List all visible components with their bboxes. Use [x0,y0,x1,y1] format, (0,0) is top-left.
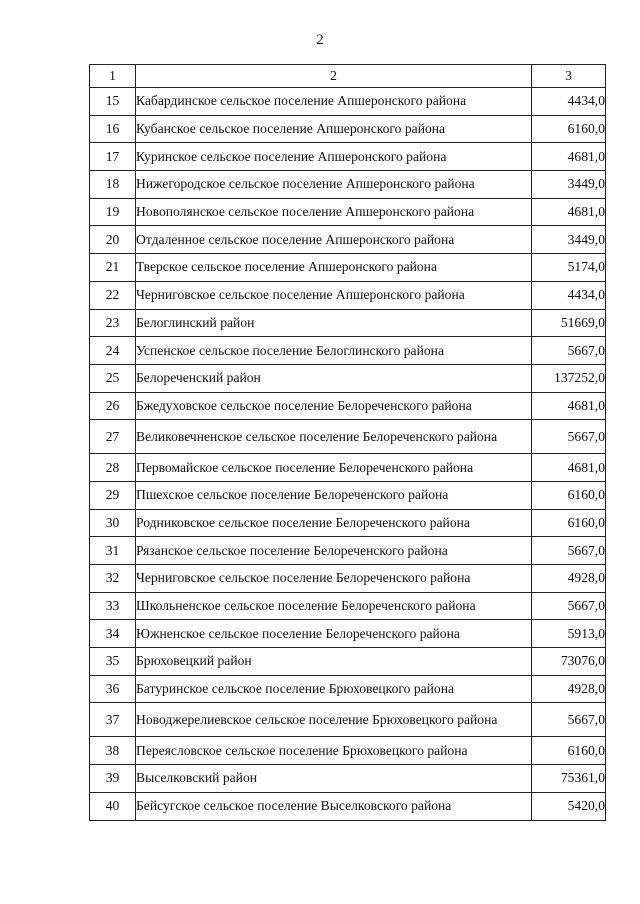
row-name: Отдаленное сельское поселение Апшеронского района [136,226,532,254]
table-row [90,509,606,537]
table-row [90,765,606,793]
page-number: 2 [316,32,324,48]
row-value: 4681,0 [532,143,606,171]
row-value: 4681,0 [532,198,606,226]
table-header-row [90,65,606,88]
row-value: 73076,0 [532,648,606,676]
row-number: 35 [90,648,136,676]
table-row [90,454,606,482]
row-value: 137252,0 [532,364,606,392]
row-name: Южненское сельское поселение Белореченского района [136,620,532,648]
row-number: 22 [90,281,136,309]
row-number: 40 [90,792,136,820]
row-value: 5667,0 [532,537,606,565]
row-name: Черниговское сельское поселение Белореченского района [136,565,532,593]
row-number: 20 [90,226,136,254]
table-row [90,254,606,282]
row-name: Пшехское сельское поселение Белореченского района [136,481,532,509]
table-row [90,115,606,143]
row-value: 4434,0 [532,281,606,309]
row-number: 30 [90,509,136,537]
row-number: 21 [90,254,136,282]
row-value: 4434,0 [532,88,606,116]
column-header-name: 2 [136,65,532,88]
row-name: Белореченский район [136,364,532,392]
table-row [90,281,606,309]
table-row [90,143,606,171]
row-number: 27 [90,420,136,454]
row-number: 17 [90,143,136,171]
row-name: Новополянское сельское поселение Апшеронского района [136,198,532,226]
row-name: Белоглинский район [136,309,532,337]
table-row [90,565,606,593]
table-row [90,620,606,648]
row-number: 34 [90,620,136,648]
table-row [90,792,606,820]
table-row [90,592,606,620]
row-name: Выселковский район [136,765,532,793]
column-header-value: 3 [532,65,606,88]
row-value: 5667,0 [532,592,606,620]
row-value: 5667,0 [532,337,606,365]
row-value: 6160,0 [532,481,606,509]
row-value: 5420,0 [532,792,606,820]
row-number: 15 [90,88,136,116]
row-value: 4928,0 [532,675,606,703]
row-name: Родниковское сельское поселение Белореченского района [136,509,532,537]
row-number: 37 [90,703,136,737]
table-row [90,364,606,392]
table-row [90,481,606,509]
row-name: Черниговское сельское поселение Апшеронского района [136,281,532,309]
row-value: 4681,0 [532,454,606,482]
row-value: 4928,0 [532,565,606,593]
table-row [90,88,606,116]
row-name: Кубанское сельское поселение Апшеронского района [136,115,532,143]
row-number: 24 [90,337,136,365]
row-name: Первомайское сельское поселение Белореченского района [136,454,532,482]
row-value: 6160,0 [532,115,606,143]
row-name: Батуринское сельское поселение Брюховецкого района [136,675,532,703]
table-row [90,703,606,737]
row-number: 36 [90,675,136,703]
row-number: 26 [90,392,136,420]
column-header-number: 1 [90,65,136,88]
row-value: 6160,0 [532,509,606,537]
row-number: 23 [90,309,136,337]
row-value: 3449,0 [532,226,606,254]
row-value: 5174,0 [532,254,606,282]
row-name: Бжедуховское сельское поселение Белореченского района [136,392,532,420]
row-name: Переясловское сельское поселение Брюховецкого района [136,737,532,765]
row-name: Успенское сельское поселение Белоглинского района [136,337,532,365]
table-row [90,226,606,254]
row-number: 32 [90,565,136,593]
row-number: 16 [90,115,136,143]
row-name: Школьненское сельское поселение Белореченского района [136,592,532,620]
row-value: 3449,0 [532,171,606,199]
row-number: 25 [90,364,136,392]
row-name: Брюховецкий район [136,648,532,676]
row-value: 5667,0 [532,420,606,454]
row-name: Нижегородское сельское поселение Апшеронского района [136,171,532,199]
allocation-table [89,64,606,821]
row-value: 4681,0 [532,392,606,420]
row-name: Бейсугское сельское поселение Выселковского района [136,792,532,820]
row-name: Тверское сельское поселение Апшеронского района [136,254,532,282]
row-number: 33 [90,592,136,620]
table-row [90,737,606,765]
table-row [90,648,606,676]
row-value: 51669,0 [532,309,606,337]
table-row [90,198,606,226]
table-row [90,171,606,199]
table-row [90,309,606,337]
table-row [90,537,606,565]
table-row [90,420,606,454]
row-number: 31 [90,537,136,565]
row-name: Куринское сельское поселение Апшеронского района [136,143,532,171]
row-name: Новоджерелиевское сельское поселение Брюховецкого района [136,703,532,737]
row-number: 28 [90,454,136,482]
row-value: 6160,0 [532,737,606,765]
row-name: Кабардинское сельское поселение Апшеронского района [136,88,532,116]
row-number: 29 [90,481,136,509]
row-number: 19 [90,198,136,226]
table-body [90,88,606,821]
row-number: 18 [90,171,136,199]
row-number: 38 [90,737,136,765]
row-name: Великовечненское сельское поселение Белореченского района [136,420,532,454]
row-number: 39 [90,765,136,793]
row-value: 5667,0 [532,703,606,737]
row-value: 5913,0 [532,620,606,648]
row-value: 75361,0 [532,765,606,793]
table-row [90,675,606,703]
table-row [90,337,606,365]
row-name: Рязанское сельское поселение Белореченского района [136,537,532,565]
table-row [90,392,606,420]
